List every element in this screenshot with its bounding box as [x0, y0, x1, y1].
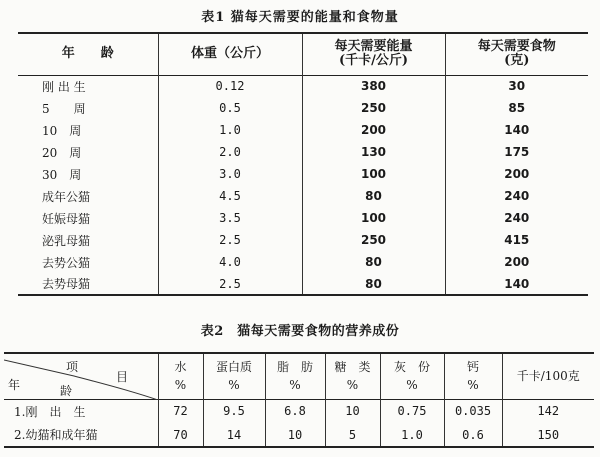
weight-cell: 3.5 — [158, 207, 302, 229]
food-cell: 140 — [445, 273, 588, 295]
energy-cell: 250 — [302, 229, 445, 251]
weight-cell: 2.5 — [158, 229, 302, 251]
food-cell: 240 — [445, 207, 588, 229]
table2-title: 表2 猫每天需要食物的营养成份 — [200, 324, 400, 339]
header-unit: % — [346, 378, 359, 393]
food-cell: 200 — [445, 163, 588, 185]
header-unit: % — [174, 378, 187, 393]
table-row — [18, 163, 588, 185]
header-protein — [203, 353, 265, 399]
kcal-cell: 150 — [502, 423, 594, 447]
weight-cell: 4.0 — [158, 251, 302, 273]
header-fat — [265, 353, 325, 399]
header-name: 蛋白质 — [215, 360, 252, 375]
header-weight: 体重（公斤） — [158, 33, 302, 75]
weight-cell: 2.0 — [158, 141, 302, 163]
age-cell: 去势母猫 — [42, 277, 91, 291]
water-cell: 70 — [158, 423, 203, 447]
weight-cell: 1.0 — [158, 119, 302, 141]
header-name: 水 — [174, 360, 187, 375]
energy-cell: 80 — [302, 185, 445, 207]
table-row — [18, 251, 588, 273]
weight-cell: 0.5 — [158, 97, 302, 119]
carbs-cell: 10 — [325, 399, 380, 423]
energy-cell: 200 — [302, 119, 445, 141]
food-cell: 140 — [445, 119, 588, 141]
food-cell: 30 — [445, 75, 588, 97]
header-energy — [302, 33, 445, 75]
food-cell: 85 — [445, 97, 588, 119]
energy-cell: 250 — [302, 97, 445, 119]
corner-age-1: 年 — [8, 378, 21, 392]
table2-header-row — [4, 353, 594, 399]
row-label: 1.刚 出 生 — [14, 404, 86, 419]
energy-cell: 130 — [302, 141, 445, 163]
weight-cell: 0.12 — [158, 75, 302, 97]
header-unit: % — [228, 378, 240, 393]
food-cell: 175 — [445, 141, 588, 163]
header-name: 糖 类 — [334, 360, 371, 375]
diagonal-divider — [4, 354, 158, 400]
header-age: 年 龄 — [61, 46, 114, 62]
header-water — [158, 353, 203, 399]
header-carbs — [325, 353, 380, 399]
protein-cell: 9.5 — [203, 399, 265, 423]
row-label: 2.幼猫和成年猫 — [14, 428, 98, 442]
table-row — [18, 141, 588, 163]
header-unit: % — [406, 378, 418, 393]
ash-cell: 1.0 — [380, 423, 444, 447]
table-row — [18, 273, 588, 295]
ash-cell: 0.75 — [380, 399, 444, 423]
energy-food-table — [18, 32, 588, 296]
food-cell: 240 — [445, 185, 588, 207]
table-row — [18, 119, 588, 141]
header-energy-line1: 每天需要能量 — [334, 39, 413, 55]
calcium-cell: 0.6 — [444, 423, 502, 447]
food-cell: 415 — [445, 229, 588, 251]
fat-cell: 10 — [265, 423, 325, 447]
header-food-line1: 每天需要食物 — [477, 39, 556, 55]
age-cell: 泌乳母猫 — [42, 233, 91, 248]
table-row — [4, 423, 594, 447]
table-row — [18, 207, 588, 229]
table-row — [18, 97, 588, 119]
age-cell: 5 周 — [42, 101, 86, 116]
header-food — [445, 33, 588, 75]
age-cell: 30 周 — [42, 167, 82, 182]
header-unit: % — [289, 378, 301, 393]
table1-title: 表1 猫每天需要的能量和食物量 — [201, 10, 399, 25]
age-cell: 成年公猫 — [42, 189, 91, 204]
header-ash — [380, 353, 444, 399]
food-cell: 200 — [445, 251, 588, 273]
age-cell: 刚 出 生 — [42, 79, 86, 94]
table-row — [18, 229, 588, 251]
corner-item-1: 项 — [66, 360, 79, 374]
header-calcium — [444, 353, 502, 399]
energy-cell: 80 — [302, 273, 445, 295]
energy-cell: 100 — [302, 207, 445, 229]
corner-item-2: 目 — [116, 370, 129, 384]
energy-cell: 80 — [302, 251, 445, 273]
weight-cell: 4.5 — [158, 185, 302, 207]
weight-cell: 2.5 — [158, 273, 302, 295]
age-cell: 20 周 — [42, 145, 82, 160]
kcal-cell: 142 — [502, 399, 594, 423]
table1-header-row — [18, 33, 588, 75]
header-name: 灰 份 — [393, 360, 430, 375]
corner-header — [4, 353, 158, 399]
corner-age-2: 龄 — [60, 384, 73, 398]
table-row — [18, 185, 588, 207]
age-cell: 去势公猫 — [42, 255, 91, 270]
header-energy-line2: (千卡/公斤) — [338, 53, 409, 69]
calcium-cell: 0.035 — [444, 399, 502, 423]
header-name: 脂 肪 — [276, 360, 313, 375]
water-cell: 72 — [158, 399, 203, 423]
header-kcal: 千卡/100克 — [502, 353, 594, 399]
energy-cell: 100 — [302, 163, 445, 185]
header-name: 钙 — [466, 360, 479, 375]
protein-cell: 14 — [203, 423, 265, 447]
header-unit: % — [467, 378, 479, 393]
table-row — [18, 75, 588, 97]
weight-cell: 3.0 — [158, 163, 302, 185]
header-food-line2: (克) — [504, 53, 530, 69]
fat-cell: 6.8 — [265, 399, 325, 423]
table-row — [4, 399, 594, 423]
age-cell: 10 周 — [42, 123, 82, 138]
age-cell: 妊娠母猫 — [42, 211, 91, 226]
energy-cell: 380 — [302, 75, 445, 97]
carbs-cell: 5 — [325, 423, 380, 447]
nutrition-table — [4, 352, 594, 448]
